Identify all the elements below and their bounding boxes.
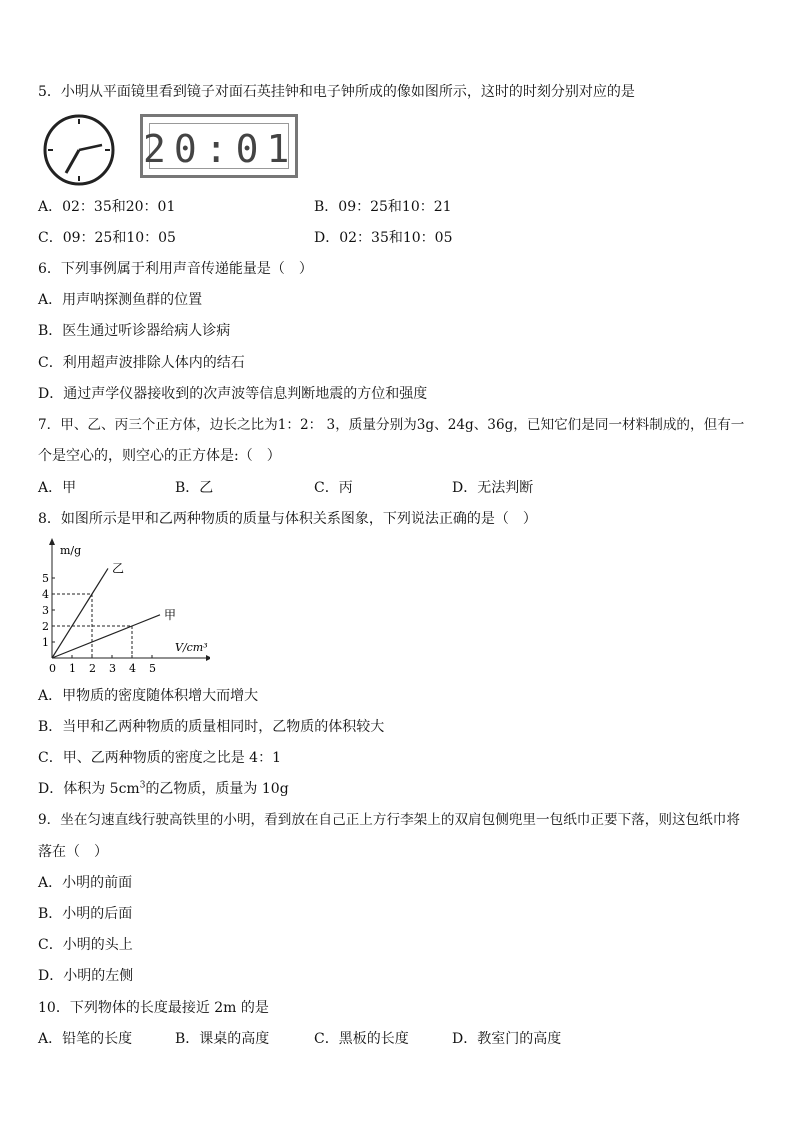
x-axis-label: V/cm³ (175, 641, 208, 654)
x-tick-label: 3 (109, 662, 116, 675)
q10-stem: 10．下列物体的长度最接近 2m 的是 (38, 1000, 269, 1016)
q7-option-d[interactable]: D．无法判断 (452, 480, 534, 496)
q8-option-a[interactable]: A．甲物质的密度随体积增大而增大 (38, 688, 259, 704)
q5-stem: 5．小明从平面镜里看到镜子对面石英挂钟和电子钟所成的像如图所示，这时的时刻分别对应的是 (38, 84, 635, 100)
y-tick-label: 2 (42, 620, 49, 633)
y-tick-label: 3 (42, 604, 49, 617)
q5-option-b[interactable]: B．09：25和10：21 (314, 199, 452, 215)
q8-option-d-post: 的乙物质，质量为 10g (145, 781, 289, 797)
q5-option-d[interactable]: D．02：35和10：05 (314, 230, 453, 246)
q7-option-b[interactable]: B．乙 (175, 480, 214, 496)
q6-option-b[interactable]: B．医生通过听诊器给病人诊病 (38, 323, 231, 339)
q9-stem-line1: 9．坐在匀速直线行驶高铁里的小明，看到放在自己正上方行李架上的双肩包侧兜里一包纸巾正要下落，则这包纸巾将 (38, 812, 740, 828)
q9-stem-line2: 落在（ ） (38, 844, 108, 860)
q7-option-a[interactable]: A．甲 (38, 480, 77, 496)
q7-stem-line1: 7．甲、乙、丙三个正方体，边长之比为1：2： 3，质量分别为3g、24g、36g，已知它们是同一材料制成的，但有一 (38, 417, 745, 433)
q10-option-d[interactable]: D．教室门的高度 (452, 1031, 562, 1047)
series-label-乙: 乙 (112, 561, 125, 576)
q9-option-d[interactable]: D．小明的左侧 (38, 968, 134, 984)
q6-option-d[interactable]: D．通过声学仪器接收到的次声波等信息判断地震的方位和强度 (38, 386, 428, 402)
y-tick-label: 5 (42, 572, 49, 585)
series-label-甲: 甲 (164, 607, 177, 622)
q7-stem-line2: 个是空心的，则空心的正方体是:（ ） (38, 448, 281, 464)
q8-option-d-pre: D．体积为 5cm (38, 781, 140, 797)
series-line-甲 (52, 615, 160, 658)
q8-option-b[interactable]: B．当甲和乙两种物质的质量相同时，乙物质的体积较大 (38, 719, 385, 735)
y-tick-label: 4 (42, 588, 49, 601)
x-axis-arrow (206, 655, 210, 661)
q9-option-c[interactable]: C．小明的头上 (38, 937, 133, 953)
q8-option-c[interactable]: C．甲、乙两种物质的密度之比是 4：1 (38, 750, 281, 766)
q9-option-a[interactable]: A．小明的前面 (38, 875, 133, 891)
q8-option-d-sup: 3 (139, 780, 146, 791)
y-tick-label: 1 (42, 636, 49, 649)
q7-option-c[interactable]: C．丙 (314, 480, 353, 496)
q5-option-c[interactable]: C．09：25和10：05 (38, 230, 176, 246)
q10-option-a[interactable]: A．铅笔的长度 (38, 1031, 133, 1047)
q10-option-c[interactable]: C．黑板的长度 (314, 1031, 409, 1047)
q8-stem: 8．如图所示是甲和乙两种物质的质量与体积关系图象，下列说法正确的是（ ） (38, 511, 537, 527)
y-axis-arrow (49, 538, 55, 545)
x-tick-label: 1 (69, 662, 76, 675)
q6-stem: 6．下列事例属于利用声音传递能量是（ ） (38, 261, 313, 277)
digital-clock (140, 114, 298, 178)
q8-option-d[interactable] (38, 779, 289, 799)
mass-volume-chart (30, 537, 210, 677)
y-axis-label: m/g (60, 544, 82, 557)
q9-option-b[interactable]: B．小明的后面 (38, 906, 133, 922)
q5-option-a[interactable]: A．02：35和20：01 (38, 199, 176, 215)
clock-figure (40, 113, 120, 193)
q6-option-a[interactable]: A．用声呐探测鱼群的位置 (38, 292, 203, 308)
x-tick-label: 2 (89, 662, 96, 675)
q10-option-b[interactable]: B．课桌的高度 (175, 1031, 270, 1047)
q6-option-c[interactable]: C．利用超声波排除人体内的结石 (38, 355, 245, 371)
x-tick-label: 0 (49, 662, 56, 675)
series-line-乙 (52, 568, 108, 658)
x-tick-label: 4 (129, 662, 136, 675)
x-tick-label: 5 (149, 662, 156, 675)
digital-clock-readout: 20:01 (143, 127, 298, 171)
